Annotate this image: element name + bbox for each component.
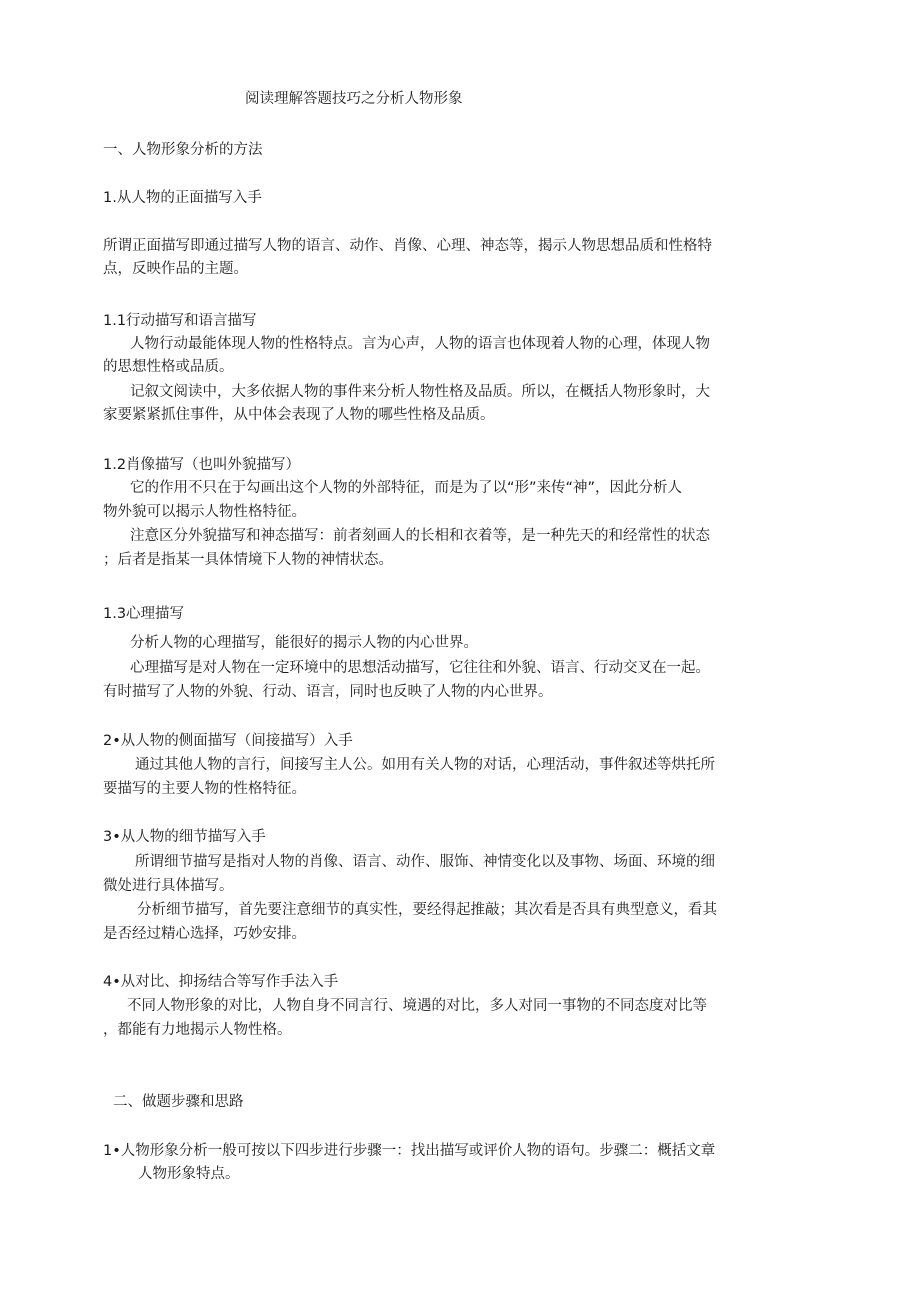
paragraph-line: ，都能有力地揭示人物性格。 <box>103 1022 292 1038</box>
paragraph-line: 心理描写是对人物在一定环境中的思想活动描写，它往往和外貌、语言、行动交叉在一起。 <box>130 660 710 676</box>
subsection-3-heading: 3•从人物的细节描写入手 <box>103 829 266 845</box>
paragraph-line: 人物行动最能体现人物的性格特点。言为心声，人物的语言也体现着人物的心理，体现人物 <box>130 336 710 352</box>
paragraph-line: 物外貌可以揭示人物性格特征。 <box>103 504 306 520</box>
subsection-1-heading: 1.从人物的正面描写入手 <box>103 190 262 206</box>
subsection-1-2-heading: 1.2肖像描写（也叫外貌描写） <box>103 457 301 473</box>
paragraph-line: 不同人物形象的对比，人物自身不同言行、境遇的对比，多人对同一事物的不同态度对比等 <box>127 998 707 1014</box>
section-1-heading: 一、人物形象分析的方法 <box>103 142 263 158</box>
subsection-4-heading: 4•从对比、抑扬结合等写作手法入手 <box>103 974 339 990</box>
paragraph-line: 1•人物形象分析一般可按以下四步进行步骤一：找出描写或评价人物的语句。步骤二：概括文章 <box>103 1143 716 1159</box>
subsection-1-1-heading: 1.1行动描写和语言描写 <box>103 313 257 329</box>
paragraph-line: 家要紧紧抓住事件，从中体会表现了人物的哪些性格及品质。 <box>103 407 495 423</box>
paragraph-line: 点，反映作品的主题。 <box>103 261 248 277</box>
subsection-1-3-heading: 1.3心理描写 <box>103 606 185 622</box>
paragraph-line: 的思想性格或品质。 <box>103 359 234 375</box>
paragraph-line: 通过其他人物的言行，间接写主人公。如用有关人物的对话，心理活动，事件叙述等烘托所 <box>135 757 715 773</box>
paragraph-line: 是否经过精心选择，巧妙安排。 <box>103 926 306 942</box>
paragraph-line: 所谓细节描写是指对人物的肖像、语言、动作、服饰、神情变化以及事物、场面、环境的细 <box>135 854 715 870</box>
document-title: 阅读理解答题技巧之分析人物形象 <box>245 91 463 107</box>
subsection-2-heading: 2•从人物的侧面描写（间接描写）入手 <box>103 733 353 749</box>
paragraph-line: 微处进行具体描写。 <box>103 878 234 894</box>
section-2-heading: 二、做题步骤和思路 <box>113 1094 244 1110</box>
paragraph-line: 它的作用不只在于勾画出这个人物的外部特征，而是为了以“形”来传“神”，因此分析人 <box>130 480 683 496</box>
paragraph-line: 注意区分外貌描写和神态描写：前者刻画人的长相和衣着等，是一种先天的和经常性的状态 <box>130 528 710 544</box>
paragraph-line: 人物形象特点。 <box>138 1166 240 1182</box>
paragraph-line: 有时描写了人物的外貌、行动、语言，同时也反映了人物的内心世界。 <box>103 684 553 700</box>
paragraph-line: 要描写的主要人物的性格特征。 <box>103 781 306 797</box>
paragraph-line: 记叙文阅读中，大多依据人物的事件来分析人物性格及品质。所以，在概括人物形象时，大 <box>130 384 710 400</box>
paragraph-line: 分析细节描写，首先要注意细节的真实性，要经得起推敲；其次看是否具有典型意义，看其 <box>137 902 717 918</box>
paragraph-line: ；后者是指某一具体情境下人物的神情状态。 <box>103 552 393 568</box>
paragraph-line: 分析人物的心理描写，能很好的揭示人物的内心世界。 <box>130 635 478 651</box>
paragraph-line: 所谓正面描写即通过描写人物的语言、动作、肖像、心理、神态等，揭示人物思想品质和性格特 <box>103 238 712 254</box>
